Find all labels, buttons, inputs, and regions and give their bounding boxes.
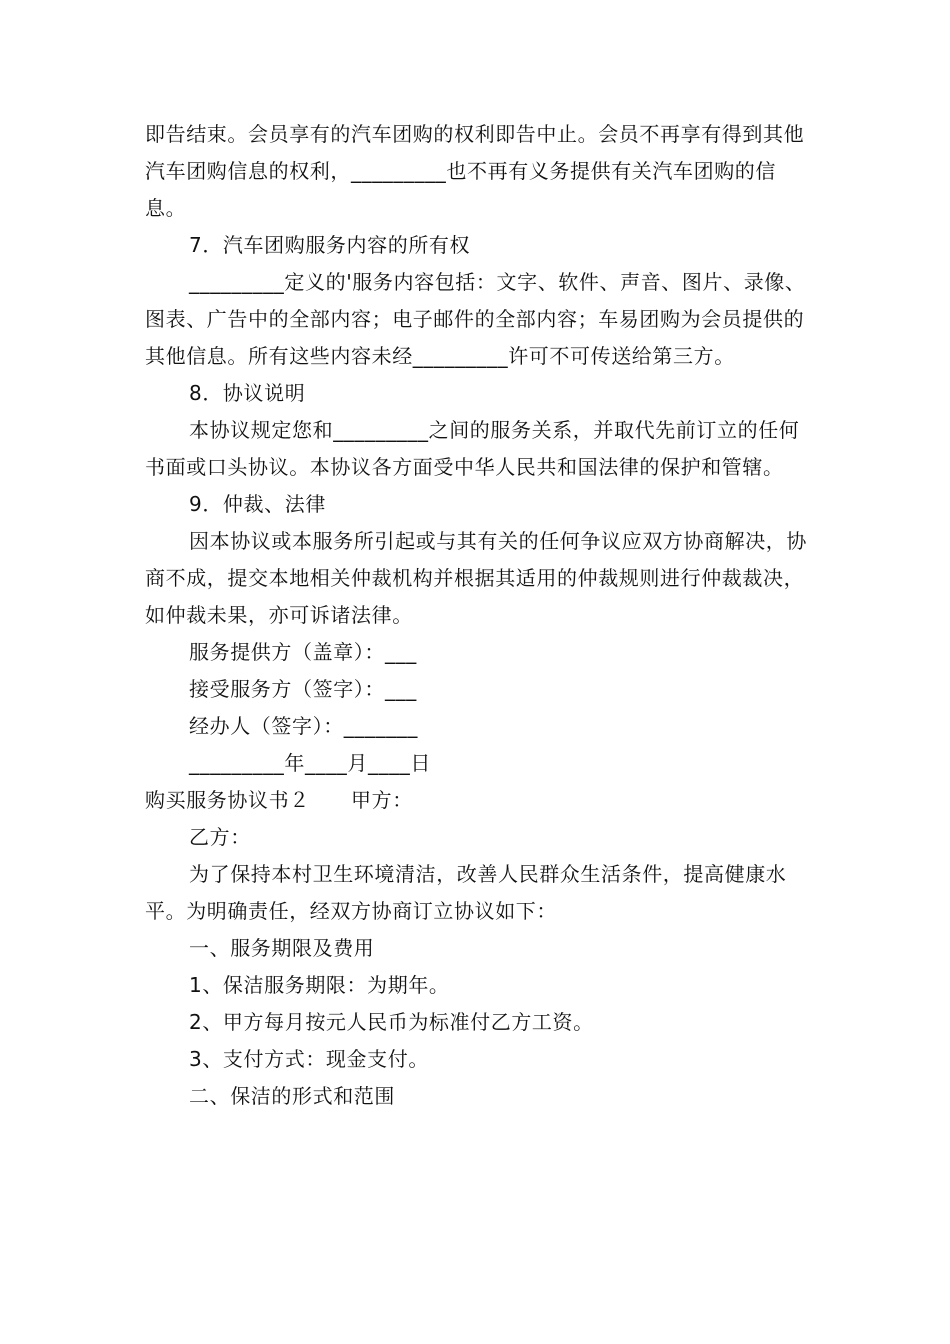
paragraph-ownership: _________定义的'服务内容包括：文字、软件、声音、图片、录像、图表、广告中的全部内容；电子邮件的全部内容；车易团购为会员提供的其他信息。所有这些内容未经_________许可不可传送给第三方。 xyxy=(145,270,806,368)
section-heading-2: 二、保洁的形式和范围 xyxy=(189,1084,395,1108)
paragraph-arbitration: 因本协议或本服务所引起或与其有关的任何争议应双方协商解决，协商不成，提交本地相关仲裁机构并根据其适用的仲裁规则进行仲裁裁决，如仲裁未果，亦可诉诸法律。 xyxy=(145,529,807,627)
document-body xyxy=(145,116,810,1115)
paragraph-continuation: 即告结束。会员享有的汽车团购的权利即告中止。会员不再享有得到其他汽车团购信息的权利，_________也不再有义务提供有关汽车团购的信息。 xyxy=(145,122,805,220)
signature-provider: 服务提供方（盖章）：___ xyxy=(189,640,417,664)
party-b: 乙方： xyxy=(189,825,251,849)
section-heading-7: 7．汽车团购服务内容的所有权 xyxy=(189,233,471,257)
list-item-2: 2、甲方每月按元人民币为标准付乙方工资。 xyxy=(189,1010,594,1034)
section-heading-9: 9．仲裁、法律 xyxy=(189,492,326,516)
section-heading-8: 8．协议说明 xyxy=(189,381,306,405)
signature-agent: 经办人（签字）：_______ xyxy=(189,714,418,738)
list-item-1: 1、保洁服务期限：为期年。 xyxy=(189,973,450,997)
signature-date: _________年____月____日 xyxy=(189,751,431,775)
document-title-2: 购买服务协议书２ 甲方： xyxy=(145,788,413,812)
list-item-3: 3、支付方式：现金支付。 xyxy=(189,1047,429,1071)
signature-receiver: 接受服务方（签字）：___ xyxy=(189,677,417,701)
section-heading-1: 一、服务期限及费用 xyxy=(189,936,375,960)
paragraph-intro: 为了保持本村卫生环境清洁，改善人民群众生活条件，提高健康水平。为明确责任，经双方协商订立协议如下： xyxy=(145,862,787,923)
paragraph-agreement: 本协议规定您和_________之间的服务关系，并取代先前订立的任何书面或口头协议。本协议各方面受中华人民共和国法律的保护和管辖。 xyxy=(145,418,800,479)
